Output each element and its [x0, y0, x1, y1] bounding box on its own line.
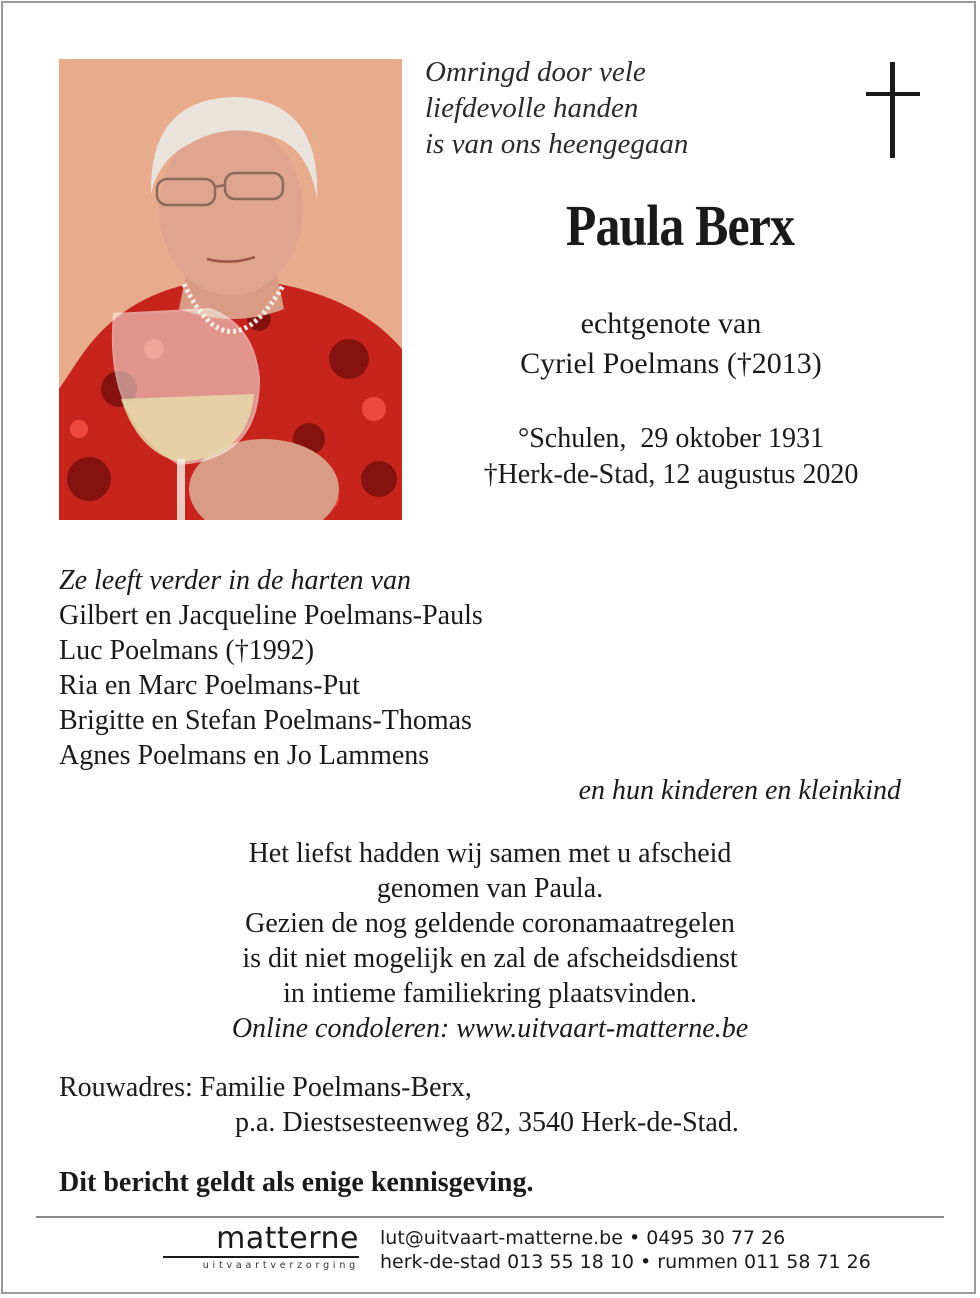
message-line: Het liefst hadden wij samen met u afscheid: [248, 838, 732, 869]
intro-line: liefdevolle handen: [425, 92, 639, 124]
family-member: Brigitte en Stefan Poelmans-Thomas: [59, 705, 472, 736]
cross-icon: [864, 62, 922, 158]
logo-underline: [163, 1256, 359, 1258]
family-member: Gilbert en Jacqueline Poelmans-Pauls: [59, 600, 483, 631]
contact-info: [380, 1226, 871, 1274]
intro-line: is van ons heengegaan: [425, 128, 689, 160]
family-member: Ria en Marc Poelmans-Put: [59, 670, 360, 701]
address-line-2: p.a. Diestsesteenweg 82, 3540 Herk-de-Stad.: [235, 1107, 739, 1138]
deceased-name: Paula Berx: [565, 193, 795, 258]
mourning-address: [59, 1070, 909, 1140]
address-line-1: Rouwadres: Familie Poelmans-Berx,: [59, 1072, 472, 1103]
family-list: [59, 563, 909, 808]
farewell-message: [110, 836, 870, 1046]
message-line: is dit niet mogelijk en zal de afscheidsdienst: [242, 943, 738, 974]
family-member: Luc Poelmans (†1992): [59, 635, 315, 666]
message-line: genomen van Paula.: [376, 873, 604, 904]
birth-date: °Schulen, 29 oktober 1931: [518, 423, 824, 454]
death-date: †Herk-de-Stad, 12 augustus 2020: [483, 459, 859, 490]
contact-line-2: herk-de-stad 013 55 18 10 • rummen 011 58 71 26: [380, 1251, 871, 1273]
family-grandchildren: en hun kinderen en kleinkind: [578, 775, 901, 806]
portrait-photo: [59, 59, 402, 520]
message-line: Gezien de nog geldende coronamaatregelen: [245, 908, 735, 939]
message-line: in intieme familiekring plaatsvinden.: [283, 978, 697, 1009]
online-condolence: Online condoleren: www.uitvaart-matterne.be: [231, 1013, 749, 1044]
brand-tagline: uitvaartverzorging: [202, 1260, 359, 1271]
life-dates: [430, 421, 912, 493]
family-lead: Ze leeft verder in de harten van: [59, 565, 411, 596]
spouse-block: [430, 304, 912, 384]
brand-wordmark: matterne: [216, 1221, 359, 1256]
footer-divider: [36, 1216, 944, 1218]
matterne-logo: [163, 1222, 359, 1276]
spouse-name: Cyriel Poelmans (†2013): [520, 347, 822, 380]
intro-line: Omringd door vele: [425, 56, 646, 88]
relation-label: echtgenote van: [580, 307, 762, 340]
notice-statement: Dit bericht geldt als enige kennisgeving.: [59, 1167, 534, 1198]
contact-line-1: lut@uitvaart-matterne.be • 0495 30 77 26: [380, 1227, 786, 1249]
intro-verse: [425, 54, 688, 162]
family-member: Agnes Poelmans en Jo Lammens: [59, 740, 430, 771]
